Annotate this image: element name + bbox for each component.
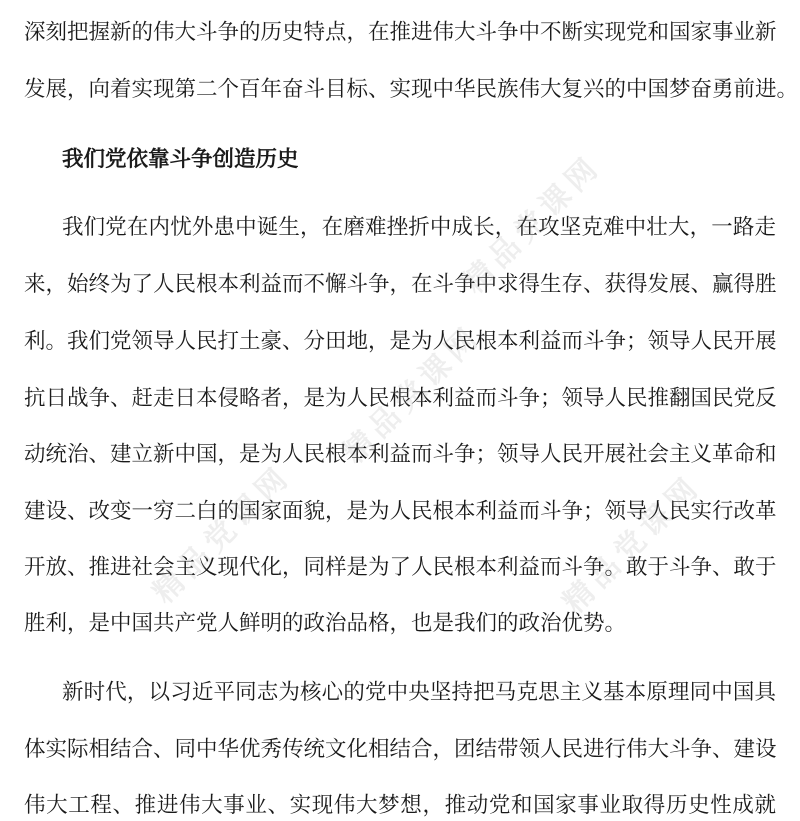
watermark: 精品党课网 bbox=[336, 318, 489, 471]
paragraph-2-line-6: 建设、改变一穷二白的国家面貌，是为人民根本利益而斗争；领导人民实行改革 bbox=[24, 499, 777, 524]
watermark: 精品党课网 bbox=[456, 148, 609, 301]
watermark: 精品党课网 bbox=[146, 458, 299, 611]
paragraph-2-line-3: 利。我们党领导人民打土豪、分田地，是为人民根本利益而斗争；领导人民开展 bbox=[24, 329, 777, 354]
paragraph-1-line-2: 发展，向着实现第二个百年奋斗目标、实现中华民族伟大复兴的中国梦奋勇前进。 bbox=[24, 77, 799, 102]
paragraph-2-line-8: 胜利，是中国共产党人鲜明的政治品格，也是我们的政治优势。 bbox=[24, 611, 627, 636]
paragraph-3-line-1: 新时代，以习近平同志为核心的党中央坚持把马克思主义基本原理同中国具 bbox=[62, 680, 776, 705]
paragraph-3-line-2: 体实际相结合、同中华优秀传统文化相结合，团结带领人民进行伟大斗争、建设 bbox=[24, 737, 777, 762]
section-heading: 我们党依靠斗争创造历史 bbox=[62, 147, 299, 172]
paragraph-2-line-5: 动统治、建立新中国，是为人民根本利益而斗争；领导人民开展社会主义革命和 bbox=[24, 442, 777, 467]
paragraph-2-line-2: 来，始终为了人民根本利益而不懈斗争，在斗争中求得生存、获得发展、赢得胜 bbox=[24, 272, 777, 297]
paragraph-2-line-7: 开放、推进社会主义现代化，同样是为了人民根本利益而斗争。敢于斗争、敢于 bbox=[24, 555, 777, 580]
watermark: 精品党课网 bbox=[556, 468, 709, 621]
paragraph-2-line-1: 我们党在内忧外患中诞生，在磨难挫折中成长，在攻坚克难中壮大，一路走 bbox=[62, 215, 776, 240]
paragraph-2-line-4: 抗日战争、赶走日本侵略者，是为人民根本利益而斗争；领导人民推翻国民党反 bbox=[24, 386, 777, 411]
paragraph-1-line-1: 深刻把握新的伟大斗争的历史特点，在推进伟大斗争中不断实现党和国家事业新 bbox=[24, 20, 777, 45]
paragraph-3-line-3: 伟大工程、推进伟大事业、实现伟大梦想，推动党和国家事业取得历史性成就 bbox=[24, 793, 776, 818]
